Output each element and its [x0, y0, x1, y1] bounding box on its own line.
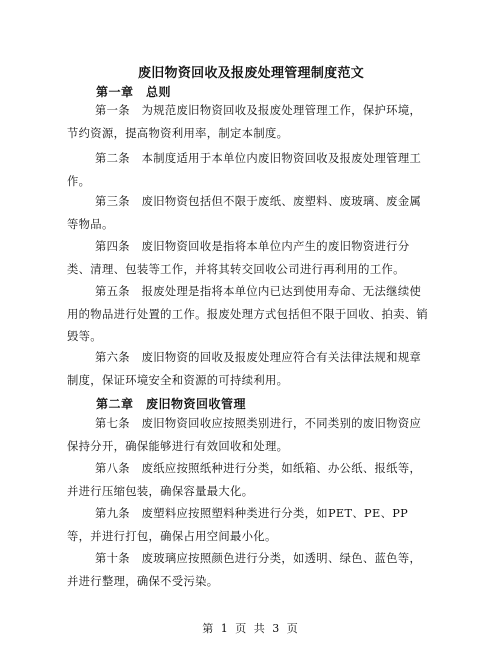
paragraph-article-8: 第八条 废纸应按照纸种进行分类，如纸箱、办公纸、报纸等，并进行压缩包装，确保容量最大化。 — [67, 462, 422, 498]
paragraph-article-7: 第七条 废旧物资回收应按照类别进行，不同类别的废旧物资应保持分开，确保能够进行有效回收和处理。 — [67, 417, 422, 453]
paragraph-article-5: 第五条 报废处理是指将本单位内已达到使用寿命、无法继续使用的物品进行处置的工作。报废处理方式包括但不限于回收、拍卖、销毁等。 — [67, 285, 429, 343]
paragraph-article-4: 第四条 废旧物资回收是指将本单位内产生的废旧物资进行分类、清理、包装等工作，并将其转交回收公司进行再利用的工作。 — [67, 240, 410, 276]
paragraph-article-2: 第二条 本制度适用于本单位内废旧物资回收及报废处理管理工作。 — [67, 152, 422, 188]
paragraph-article-1: 第一条 为规范废旧物资回收及报废处理管理工作，保护环境，节约资源，提高物资利用率，制定本制度。 — [67, 104, 422, 140]
paragraph-article-10: 第十条 废玻璃应按照颜色进行分类，如透明、绿色、蓝色等，并进行整理，确保不受污染。 — [67, 552, 422, 588]
chapter-heading-2: 第二章 废旧物资回收管理 — [96, 397, 247, 411]
paragraph-article-3: 第三条 废旧物资包括但不限于废纸、废塑料、废玻璃、废金属等物品。 — [67, 195, 422, 231]
document-title: 废旧物资回收及报废处理管理制度范文 — [137, 66, 365, 81]
paragraph-article-9: 第九条 废塑料应按照塑料种类进行分类，如PET、PE、PP等，并进行打包，确保占用空间最小化。 — [67, 507, 409, 543]
paragraph-article-6: 第六条 废旧物资的回收及报废处理应符合有关法律法规和规章制度，保证环境安全和资源的可持续利用。 — [67, 351, 422, 387]
page-number-footer: 第 1 页 共 3 页 — [202, 622, 300, 635]
chapter-heading-1: 第一章 总则 — [96, 85, 172, 99]
